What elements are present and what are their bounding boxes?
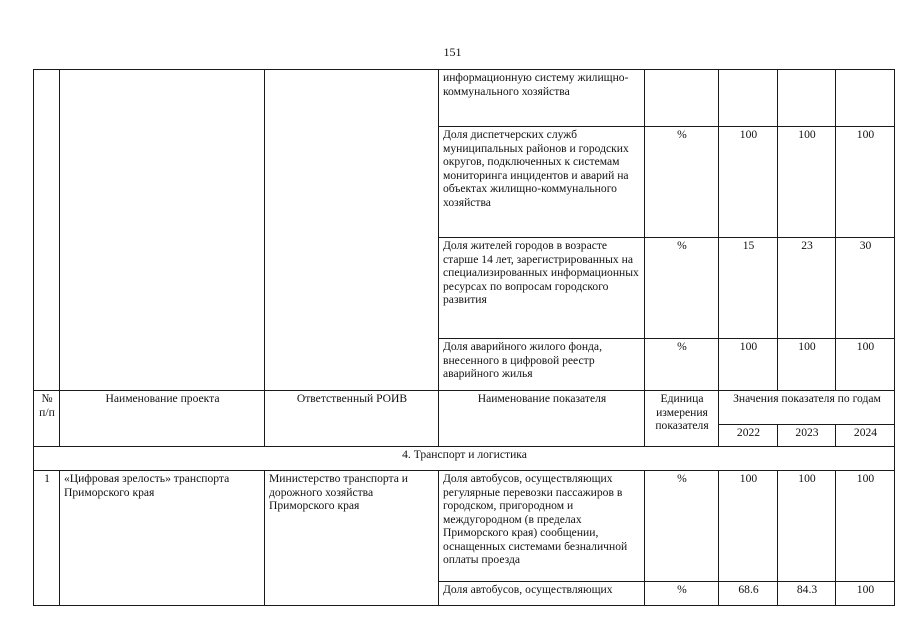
indicator-cell: информационную систему жилищно-коммунального хозяйства bbox=[439, 70, 645, 127]
section-row bbox=[34, 447, 895, 471]
project-roiv-cell: Министерство транспорта и дорожного хозяйства Приморского края bbox=[265, 471, 439, 606]
unit-cell: % bbox=[645, 471, 719, 582]
value-2023-cell: 100 bbox=[778, 339, 836, 391]
table-row bbox=[34, 70, 895, 127]
indicator-cell: Доля диспетчерских служб муниципальных районов и городских округов, подключенных к системам мониторинга инцидентов и аварий на объектах жилищно-коммунального хозяйства bbox=[439, 127, 645, 238]
table-row bbox=[34, 471, 895, 582]
value-2023-cell: 84.3 bbox=[778, 582, 836, 606]
value-2022-cell bbox=[719, 70, 778, 127]
page-number: 151 bbox=[443, 45, 462, 59]
header-year-2023: 2023 bbox=[778, 425, 836, 447]
indicator-cell: Доля жителей городов в возрасте старше 14 лет, зарегистрированных на специализированных информационных ресурсах по вопросам городского развития bbox=[439, 238, 645, 339]
unit-cell: % bbox=[645, 339, 719, 391]
unit-cell: % bbox=[645, 238, 719, 339]
indicator-cell: Доля аварийного жилого фонда, внесенного в цифровой реестр аварийного жилья bbox=[439, 339, 645, 391]
unit-cell: % bbox=[645, 127, 719, 238]
value-2022-cell: 100 bbox=[719, 339, 778, 391]
project-cell-empty bbox=[60, 70, 265, 391]
header-num: № п/п bbox=[34, 391, 60, 447]
value-2024-cell bbox=[836, 70, 895, 127]
value-2024-cell: 100 bbox=[836, 127, 895, 238]
project-num-cell: 1 bbox=[34, 471, 60, 606]
value-2024-cell: 100 bbox=[836, 339, 895, 391]
section-title: 4. Транспорт и логистика bbox=[34, 447, 895, 471]
header-values: Значения показателя по годам bbox=[719, 391, 895, 425]
indicator-cell: Доля автобусов, осуществляющих регулярные перевозки пассажиров в городском, пригородном и междугородном (в пределах Приморского края) сообщении, оснащенных системами безналичной оплаты проезда bbox=[439, 471, 645, 582]
header-year-2024: 2024 bbox=[836, 425, 895, 447]
value-2023-cell: 100 bbox=[778, 127, 836, 238]
header-roiv: Ответственный РОИВ bbox=[265, 391, 439, 447]
value-2023-cell bbox=[778, 70, 836, 127]
header-project: Наименование проекта bbox=[60, 391, 265, 447]
value-2024-cell: 30 bbox=[836, 238, 895, 339]
value-2024-cell: 100 bbox=[836, 582, 895, 606]
num-cell-empty bbox=[34, 70, 60, 391]
value-2023-cell: 23 bbox=[778, 238, 836, 339]
roiv-cell-empty bbox=[265, 70, 439, 391]
unit-cell bbox=[645, 70, 719, 127]
project-name-cell: «Цифровая зрелость» транспорта Приморского края bbox=[60, 471, 265, 606]
indicator-cell: Доля автобусов, осуществляющих bbox=[439, 582, 645, 606]
header-unit: Единица измерения показателя bbox=[645, 391, 719, 447]
header-year-2022: 2022 bbox=[719, 425, 778, 447]
table-header-row bbox=[34, 391, 895, 425]
value-2024-cell: 100 bbox=[836, 471, 895, 582]
value-2022-cell: 100 bbox=[719, 471, 778, 582]
header-indicator: Наименование показателя bbox=[439, 391, 645, 447]
unit-cell: % bbox=[645, 582, 719, 606]
value-2022-cell: 100 bbox=[719, 127, 778, 238]
value-2022-cell: 68.6 bbox=[719, 582, 778, 606]
value-2023-cell: 100 bbox=[778, 471, 836, 582]
value-2022-cell: 15 bbox=[719, 238, 778, 339]
indicators-table bbox=[33, 69, 895, 606]
